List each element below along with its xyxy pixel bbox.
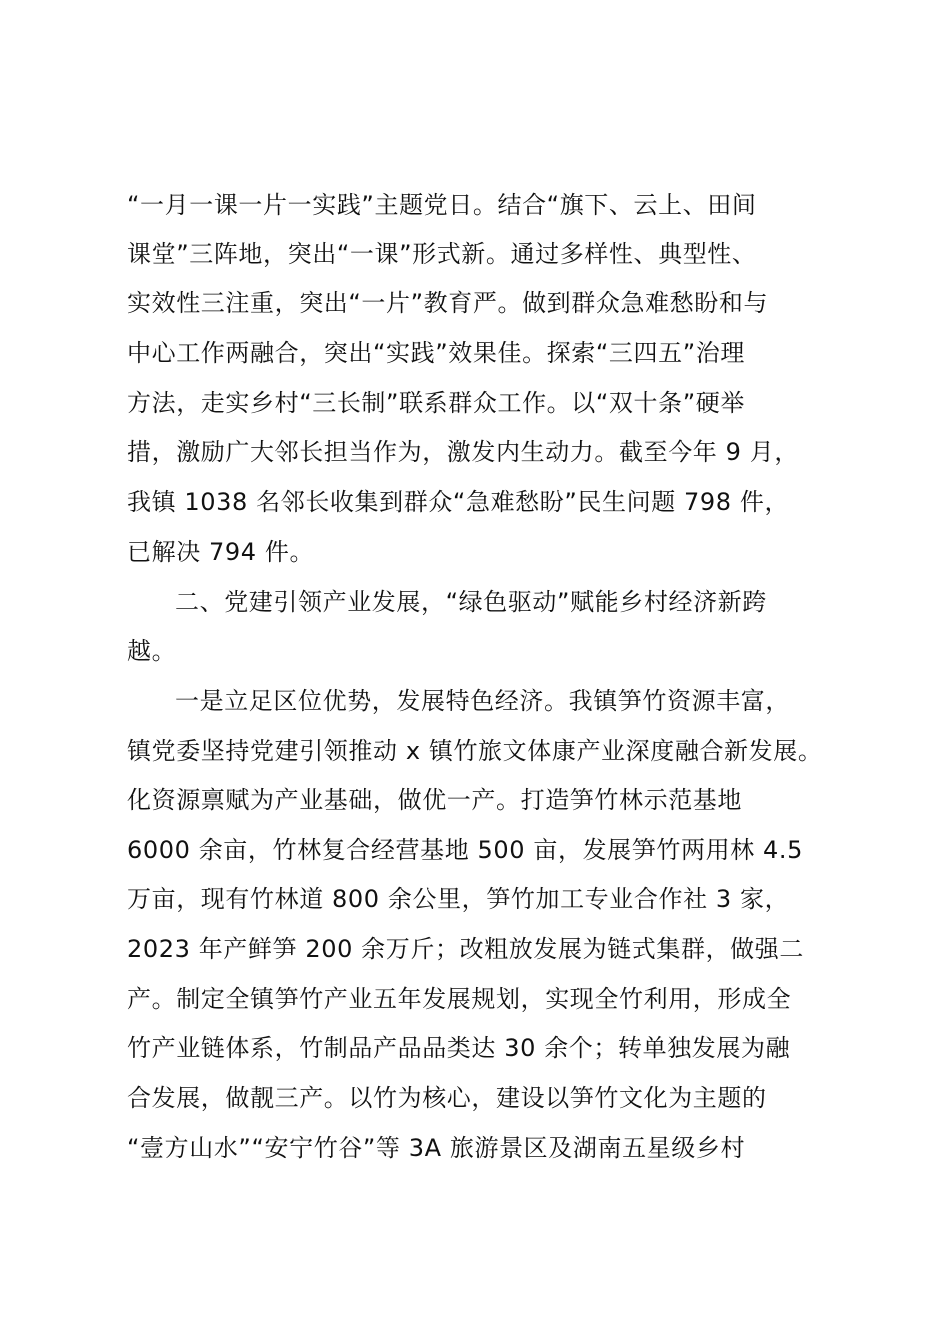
text-line: 已解决 794 件。 [127, 538, 315, 566]
text-line: 6000 余亩，竹林复合经营基地 500 亩，发展笋竹两用林 4.5 [127, 836, 803, 864]
text-line: 镇党委坚持党建引领推动 x 镇竹旅文体康产业深度融合新发展。 [127, 737, 823, 765]
section-heading-line: 二、党建引领产业发展，“绿色驱动”赋能乡村经济新跨 [175, 588, 767, 616]
text-line: 产。制定全镇笋竹产业五年发展规划，实现全竹利用，形成全 [127, 985, 792, 1013]
text-line: 合发展，做靓三产。以竹为核心，建设以笋竹文化为主题的 [127, 1084, 767, 1112]
section-heading-line: 越。 [127, 637, 177, 665]
text-line: 万亩，现有竹林道 800 余公里，笋竹加工专业合作社 3 家， [127, 885, 790, 913]
text-line: 2023 年产鲜笋 200 余万斤；改粗放发展为链式集群，做强二 [127, 935, 804, 963]
text-line: “壹方山水”“安宁竹谷”等 3A 旅游景区及湖南五星级乡村 [127, 1134, 746, 1162]
text-line: 中心工作两融合，突出“实践”效果佳。探索“三四五”治理 [127, 339, 745, 367]
text-line: 课堂”三阵地，突出“一课”形式新。通过多样性、典型性、 [127, 240, 757, 268]
text-line: 我镇 1038 名邻长收集到群众“急难愁盼”民生问题 798 件， [127, 488, 790, 516]
text-line: “一月一课一片一实践”主题党日。结合“旗下、云上、田间 [127, 191, 757, 219]
text-line: 一是立足区位优势，发展特色经济。我镇笋竹资源丰富， [175, 687, 790, 715]
text-line: 措，激励广大邻长担当作为，激发内生动力。截至今年 9 月， [127, 438, 799, 466]
text-line: 竹产业链体系，竹制品产品品类达 30 余个；转单独发展为融 [127, 1034, 791, 1062]
text-line: 方法，走实乡村“三长制”联系群众工作。以“双十条”硬举 [127, 389, 745, 417]
text-line: 实效性三注重，突出“一片”教育严。做到群众急难愁盼和与 [127, 289, 769, 317]
text-line: 化资源禀赋为产业基础，做优一产。打造笋竹林示范基地 [127, 786, 742, 814]
